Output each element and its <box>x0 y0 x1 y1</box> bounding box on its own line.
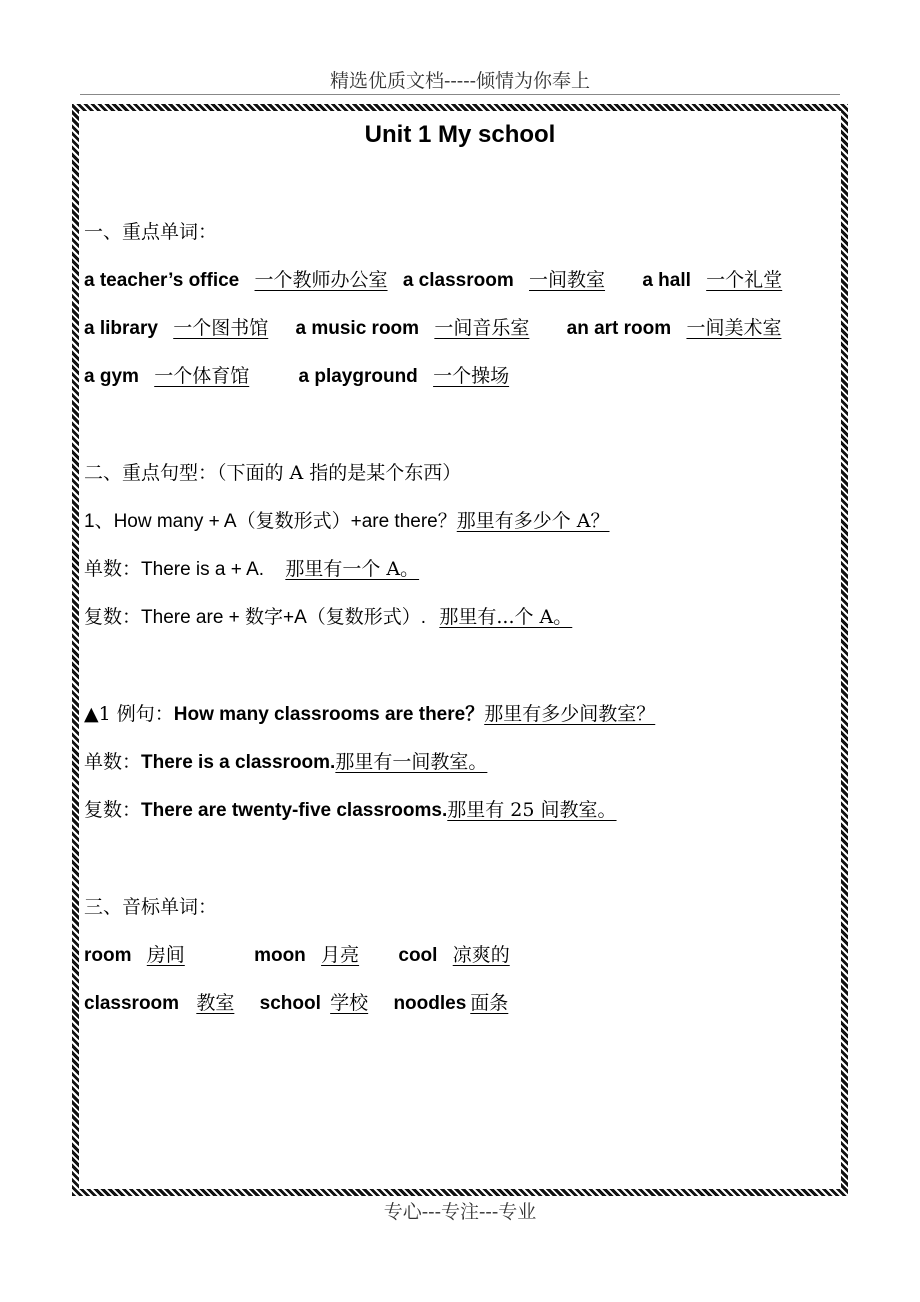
phonics-en: noodles <box>393 993 467 1014</box>
phonics-cn: 教室 <box>196 992 235 1014</box>
plural-label: 复数： <box>84 606 142 628</box>
vocab-cn: 一间音乐室 <box>434 317 530 339</box>
section-1-heading: 一、重点单词： <box>84 221 218 243</box>
example-text: There is a classroom. <box>141 752 336 773</box>
vocab-cn: 一个教师办公室 <box>254 269 388 291</box>
phonics-cn: 面条 <box>470 992 509 1014</box>
vocab-en: a playground <box>298 366 418 387</box>
example-singular <box>84 750 487 775</box>
phonics-en: moon <box>254 945 306 966</box>
page-footer: 专心---专注---专业 <box>383 1201 537 1223</box>
header-divider <box>80 94 840 95</box>
example-answer: 那里有多少间教室？ <box>484 703 656 725</box>
plural-label: 复数： <box>84 799 142 821</box>
page-title: Unit 1 My school <box>364 121 556 148</box>
phonics-row-1 <box>84 943 510 968</box>
example-text: How many classrooms are there？ <box>173 704 485 725</box>
vocab-en: a teacher’s office <box>84 270 240 291</box>
singular-label: 单数： <box>84 751 142 773</box>
vocab-cn: 一间美术室 <box>686 317 782 339</box>
phonics-en: cool <box>398 945 438 966</box>
vocab-row-3 <box>84 364 509 389</box>
vocab-en: a gym <box>84 366 139 387</box>
example-answer: 那里有一间教室。 <box>335 751 488 773</box>
phonics-cn: 凉爽的 <box>452 944 510 966</box>
phonics-en: room <box>84 945 132 966</box>
vocab-cn: 一个礼堂 <box>706 269 783 291</box>
example-label: ▲1 例句： <box>84 703 174 725</box>
example-question <box>84 702 655 727</box>
example-answer: 那里有 25 间教室。 <box>447 799 617 821</box>
vocab-cn: 一间教室 <box>529 269 606 291</box>
phonics-en: classroom <box>84 993 180 1014</box>
vocab-row-1 <box>84 268 782 293</box>
vocab-row-2 <box>84 316 781 341</box>
pattern-answer: 那里有多少个 A？ <box>456 510 610 532</box>
vocab-cn: 一个图书馆 <box>173 317 269 339</box>
phonics-cn: 房间 <box>146 944 185 966</box>
singular-label: 单数： <box>84 558 142 580</box>
phonics-cn: 学校 <box>330 992 369 1014</box>
pattern-answer: 那里有...个 A。 <box>439 606 573 628</box>
pattern-question <box>84 509 610 534</box>
phonics-en: school <box>259 993 321 1014</box>
section-3-heading: 三、音标单词： <box>84 896 218 918</box>
pattern-singular <box>84 557 419 582</box>
pattern-plural <box>84 605 572 630</box>
pattern-text: 1、How many + A（复数形式）+are there？ <box>84 511 457 532</box>
phonics-row-2 <box>84 991 508 1016</box>
phonics-cn: 月亮 <box>321 944 360 966</box>
vocab-cn: 一个体育馆 <box>154 365 250 387</box>
vocab-en: a library <box>84 318 158 339</box>
page-header: 精选优质文档-----倾情为你奉上 <box>329 70 591 92</box>
vocab-en: a music room <box>295 318 420 339</box>
example-plural <box>84 798 617 823</box>
pattern-text: There is a + A. <box>141 559 265 580</box>
pattern-answer: 那里有一个 A。 <box>285 558 420 580</box>
section-2-heading: 二、重点句型：（下面的 A 指的是某个东西） <box>84 462 462 484</box>
vocab-en: a classroom <box>402 270 514 291</box>
vocab-en: a hall <box>642 270 691 291</box>
vocab-cn: 一个操场 <box>433 365 510 387</box>
vocab-en: an art room <box>566 318 672 339</box>
pattern-text: There are + 数字+A（复数形式）. <box>141 607 427 628</box>
example-text: There are twenty-five classrooms. <box>141 800 448 821</box>
